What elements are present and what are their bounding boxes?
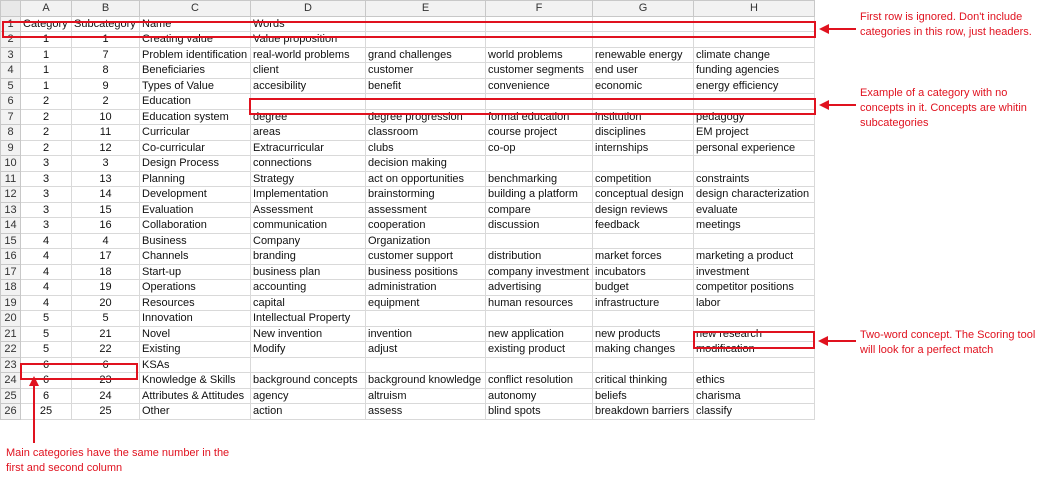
cell-h22[interactable]: modification — [694, 342, 815, 358]
cell-b23[interactable]: 6 — [72, 357, 140, 373]
cell-a3[interactable]: 1 — [21, 47, 72, 63]
table-row — [1, 218, 815, 234]
cell-e24[interactable]: background knowledge — [366, 373, 486, 389]
row-header[interactable]: 21 — [1, 326, 21, 342]
cell-d13[interactable]: Assessment — [251, 202, 366, 218]
cell-e9[interactable]: clubs — [366, 140, 486, 156]
cell-d21[interactable]: New invention — [251, 326, 366, 342]
cell-c21[interactable]: Novel — [140, 326, 251, 342]
column-header-row — [1, 1, 815, 17]
cell-f19[interactable]: human resources — [486, 295, 593, 311]
cell-g26[interactable]: breakdown barriers — [593, 404, 694, 420]
cell-c9[interactable]: Co-curricular — [140, 140, 251, 156]
cell-g1[interactable] — [593, 16, 694, 32]
cell-d19[interactable]: capital — [251, 295, 366, 311]
cell-e17[interactable]: business positions — [366, 264, 486, 280]
cell-h25[interactable]: charisma — [694, 388, 815, 404]
cell-f22[interactable]: existing product — [486, 342, 593, 358]
cell-f11[interactable]: benchmarking — [486, 171, 593, 187]
cell-d6[interactable] — [251, 94, 366, 110]
cell-e22[interactable]: adjust — [366, 342, 486, 358]
cell-g8[interactable]: disciplines — [593, 125, 694, 141]
cell-h17[interactable]: investment — [694, 264, 815, 280]
table-row — [1, 280, 815, 296]
arrow-head-first-row — [819, 24, 829, 34]
row-header[interactable]: 17 — [1, 264, 21, 280]
cell-h9[interactable]: personal experience — [694, 140, 815, 156]
cell-f9[interactable]: co-op — [486, 140, 593, 156]
column-header-h[interactable]: H — [694, 1, 815, 17]
row-header[interactable]: 10 — [1, 156, 21, 172]
cell-e10[interactable]: decision making — [366, 156, 486, 172]
cell-e14[interactable]: cooperation — [366, 218, 486, 234]
cell-c10[interactable]: Design Process — [140, 156, 251, 172]
table-row — [1, 404, 815, 420]
cell-a7[interactable]: 2 — [21, 109, 72, 125]
cell-b24[interactable]: 23 — [72, 373, 140, 389]
table-row — [1, 388, 815, 404]
cell-e15[interactable]: Organization — [366, 233, 486, 249]
cell-g10[interactable] — [593, 156, 694, 172]
cell-c20[interactable]: Innovation — [140, 311, 251, 327]
cell-a25[interactable]: 6 — [21, 388, 72, 404]
cell-f17[interactable]: company investment — [486, 264, 593, 280]
row-header[interactable]: 11 — [1, 171, 21, 187]
cell-f25[interactable]: autonomy — [486, 388, 593, 404]
cell-b6[interactable]: 2 — [72, 94, 140, 110]
row-header[interactable]: 3 — [1, 47, 21, 63]
row-header[interactable]: 14 — [1, 218, 21, 234]
cell-g2[interactable] — [593, 32, 694, 48]
cell-d26[interactable]: action — [251, 404, 366, 420]
cell-e1[interactable] — [366, 16, 486, 32]
column-header-e[interactable]: E — [366, 1, 486, 17]
cell-a26[interactable]: 25 — [21, 404, 72, 420]
table-row — [1, 249, 815, 265]
column-header-b[interactable]: B — [72, 1, 140, 17]
arrow-head-empty-category — [819, 100, 829, 110]
cell-f4[interactable]: customer segments — [486, 63, 593, 79]
cell-e25[interactable]: altruism — [366, 388, 486, 404]
cell-h12[interactable]: design characterization — [694, 187, 815, 203]
cell-c13[interactable]: Evaluation — [140, 202, 251, 218]
cell-a20[interactable]: 5 — [21, 311, 72, 327]
arrow-empty-category — [828, 104, 856, 106]
cell-c5[interactable]: Types of Value — [140, 78, 251, 94]
table-row — [1, 156, 815, 172]
cell-e5[interactable]: benefit — [366, 78, 486, 94]
cell-c26[interactable]: Other — [140, 404, 251, 420]
cell-g23[interactable] — [593, 357, 694, 373]
cell-a8[interactable]: 2 — [21, 125, 72, 141]
cell-b12[interactable]: 14 — [72, 187, 140, 203]
cell-d3[interactable]: real-world problems — [251, 47, 366, 63]
table-row — [1, 311, 815, 327]
cell-h21[interactable]: new research — [694, 326, 815, 342]
cell-h4[interactable]: funding agencies — [694, 63, 815, 79]
arrow-first-row — [828, 28, 856, 30]
cell-a1[interactable]: Category — [21, 16, 72, 32]
cell-a24[interactable]: 6 — [21, 373, 72, 389]
note-two-word: Two-word concept. The Scoring tool will look for a perfect match — [860, 329, 1036, 356]
row-header[interactable]: 9 — [1, 140, 21, 156]
cell-f24[interactable]: conflict resolution — [486, 373, 593, 389]
cell-e16[interactable]: customer support — [366, 249, 486, 265]
arrow-head-main-categories — [29, 376, 39, 386]
cell-d20[interactable]: Intellectual Property — [251, 311, 366, 327]
cell-c6[interactable]: Education — [140, 94, 251, 110]
cell-h19[interactable]: labor — [694, 295, 815, 311]
cell-h2[interactable] — [694, 32, 815, 48]
cell-a15[interactable]: 4 — [21, 233, 72, 249]
note-empty-category: Example of a category with no concepts in it. Concepts are whitin subcategories — [860, 87, 1027, 129]
row-header[interactable]: 24 — [1, 373, 21, 389]
cell-b21[interactable]: 21 — [72, 326, 140, 342]
row-header[interactable]: 13 — [1, 202, 21, 218]
table-row — [1, 47, 815, 63]
cell-g22[interactable]: making changes — [593, 342, 694, 358]
cell-c1[interactable]: Name — [140, 16, 251, 32]
cell-f15[interactable] — [486, 233, 593, 249]
cell-a17[interactable]: 4 — [21, 264, 72, 280]
cell-d17[interactable]: business plan — [251, 264, 366, 280]
cell-e4[interactable]: customer — [366, 63, 486, 79]
cell-c3[interactable]: Problem identification — [140, 47, 251, 63]
table-row — [1, 171, 815, 187]
cell-e23[interactable] — [366, 357, 486, 373]
cell-d11[interactable]: Strategy — [251, 171, 366, 187]
cell-c25[interactable]: Attributes & Attitudes — [140, 388, 251, 404]
row-header[interactable]: 19 — [1, 295, 21, 311]
cell-h11[interactable]: constraints — [694, 171, 815, 187]
cell-d8[interactable]: areas — [251, 125, 366, 141]
row-header[interactable]: 26 — [1, 404, 21, 420]
cell-e13[interactable]: assessment — [366, 202, 486, 218]
cell-e19[interactable]: equipment — [366, 295, 486, 311]
cell-h6[interactable] — [694, 94, 815, 110]
table-row — [1, 32, 815, 48]
cell-f14[interactable]: discussion — [486, 218, 593, 234]
cell-a2[interactable]: 1 — [21, 32, 72, 48]
cell-f23[interactable] — [486, 357, 593, 373]
cell-d14[interactable]: communication — [251, 218, 366, 234]
cell-c17[interactable]: Start-up — [140, 264, 251, 280]
cell-f18[interactable]: advertising — [486, 280, 593, 296]
table-row — [1, 109, 815, 125]
cell-b19[interactable]: 20 — [72, 295, 140, 311]
cell-f5[interactable]: convenience — [486, 78, 593, 94]
cell-g9[interactable]: internships — [593, 140, 694, 156]
cell-f21[interactable]: new application — [486, 326, 593, 342]
cell-g5[interactable]: economic — [593, 78, 694, 94]
cell-c12[interactable]: Development — [140, 187, 251, 203]
cell-e6[interactable] — [366, 94, 486, 110]
cell-b5[interactable]: 9 — [72, 78, 140, 94]
cell-b10[interactable]: 3 — [72, 156, 140, 172]
cell-a9[interactable]: 2 — [21, 140, 72, 156]
cell-g24[interactable]: critical thinking — [593, 373, 694, 389]
cell-f8[interactable]: course project — [486, 125, 593, 141]
cell-d22[interactable]: Modify — [251, 342, 366, 358]
cell-b18[interactable]: 19 — [72, 280, 140, 296]
row-header[interactable]: 16 — [1, 249, 21, 265]
cell-a6[interactable]: 2 — [21, 94, 72, 110]
table-row — [1, 94, 815, 110]
arrow-head-two-word — [818, 336, 828, 346]
cell-d23[interactable] — [251, 357, 366, 373]
cell-a14[interactable]: 3 — [21, 218, 72, 234]
cell-d12[interactable]: Implementation — [251, 187, 366, 203]
cell-a10[interactable]: 3 — [21, 156, 72, 172]
cell-d1[interactable]: Words — [251, 16, 366, 32]
cell-h23[interactable] — [694, 357, 815, 373]
table-row — [1, 264, 815, 280]
cell-c24[interactable]: Knowledge & Skills — [140, 373, 251, 389]
cell-b16[interactable]: 17 — [72, 249, 140, 265]
cell-h10[interactable] — [694, 156, 815, 172]
cell-f26[interactable]: blind spots — [486, 404, 593, 420]
cell-f10[interactable] — [486, 156, 593, 172]
cell-g7[interactable]: institution — [593, 109, 694, 125]
row-header[interactable]: 15 — [1, 233, 21, 249]
cell-f12[interactable]: building a platform — [486, 187, 593, 203]
cell-g16[interactable]: market forces — [593, 249, 694, 265]
cell-d9[interactable]: Extracurricular — [251, 140, 366, 156]
cell-c18[interactable]: Operations — [140, 280, 251, 296]
cell-c19[interactable]: Resources — [140, 295, 251, 311]
cell-h13[interactable]: evaluate — [694, 202, 815, 218]
cell-b1[interactable]: Subcategory — [72, 16, 140, 32]
cell-d10[interactable]: connections — [251, 156, 366, 172]
row-header[interactable]: 8 — [1, 125, 21, 141]
cell-b13[interactable]: 15 — [72, 202, 140, 218]
cell-a21[interactable]: 5 — [21, 326, 72, 342]
cell-h16[interactable]: marketing a product — [694, 249, 815, 265]
row-header[interactable]: 12 — [1, 187, 21, 203]
cell-h14[interactable]: meetings — [694, 218, 815, 234]
cell-g13[interactable]: design reviews — [593, 202, 694, 218]
column-header-g[interactable]: G — [593, 1, 694, 17]
table-row — [1, 16, 815, 32]
cell-b15[interactable]: 4 — [72, 233, 140, 249]
cell-f1[interactable] — [486, 16, 593, 32]
table-row — [1, 295, 815, 311]
row-header[interactable]: 18 — [1, 280, 21, 296]
cell-h15[interactable] — [694, 233, 815, 249]
cell-b25[interactable]: 24 — [72, 388, 140, 404]
cell-b4[interactable]: 8 — [72, 63, 140, 79]
cell-g11[interactable]: competition — [593, 171, 694, 187]
table-row — [1, 357, 815, 373]
cell-g4[interactable]: end user — [593, 63, 694, 79]
arrow-two-word — [828, 340, 856, 342]
cell-c7[interactable]: Education system — [140, 109, 251, 125]
cell-e21[interactable]: invention — [366, 326, 486, 342]
cell-f7[interactable]: formal education — [486, 109, 593, 125]
cell-b17[interactable]: 18 — [72, 264, 140, 280]
cell-c14[interactable]: Collaboration — [140, 218, 251, 234]
row-header[interactable]: 25 — [1, 388, 21, 404]
cell-e11[interactable]: act on opportunities — [366, 171, 486, 187]
row-header[interactable]: 2 — [1, 32, 21, 48]
cell-a19[interactable]: 4 — [21, 295, 72, 311]
cell-b8[interactable]: 11 — [72, 125, 140, 141]
cell-g25[interactable]: beliefs — [593, 388, 694, 404]
cell-h1[interactable] — [694, 16, 815, 32]
cell-f20[interactable] — [486, 311, 593, 327]
cell-f2[interactable] — [486, 32, 593, 48]
cell-c8[interactable]: Curricular — [140, 125, 251, 141]
cell-f13[interactable]: compare — [486, 202, 593, 218]
cell-g15[interactable] — [593, 233, 694, 249]
row-header[interactable]: 5 — [1, 78, 21, 94]
cell-d18[interactable]: accounting — [251, 280, 366, 296]
cell-d16[interactable]: branding — [251, 249, 366, 265]
cell-e7[interactable]: degree progression — [366, 109, 486, 125]
column-header-c[interactable]: C — [140, 1, 251, 17]
table-row — [1, 342, 815, 358]
cell-f6[interactable] — [486, 94, 593, 110]
table-row — [1, 202, 815, 218]
cell-a5[interactable]: 1 — [21, 78, 72, 94]
note-first-row: First row is ignored. Don't include categories in this row, just headers. — [860, 11, 1032, 38]
cell-d25[interactable]: agency — [251, 388, 366, 404]
cell-h5[interactable]: energy efficiency — [694, 78, 815, 94]
cell-c2[interactable]: Creating value — [140, 32, 251, 48]
table-row — [1, 373, 815, 389]
cell-a16[interactable]: 4 — [21, 249, 72, 265]
cell-f3[interactable]: world problems — [486, 47, 593, 63]
cell-c22[interactable]: Existing — [140, 342, 251, 358]
cell-d24[interactable]: background concepts — [251, 373, 366, 389]
cell-g19[interactable]: infrastructure — [593, 295, 694, 311]
cell-b9[interactable]: 12 — [72, 140, 140, 156]
table-row — [1, 63, 815, 79]
cell-d2[interactable]: Value proposition — [251, 32, 366, 48]
cell-e20[interactable] — [366, 311, 486, 327]
row-header[interactable]: 1 — [1, 16, 21, 32]
cell-a13[interactable]: 3 — [21, 202, 72, 218]
cell-h7[interactable]: pedagogy — [694, 109, 815, 125]
cell-a4[interactable]: 1 — [21, 63, 72, 79]
cell-g18[interactable]: budget — [593, 280, 694, 296]
cell-b3[interactable]: 7 — [72, 47, 140, 63]
cell-h20[interactable] — [694, 311, 815, 327]
cell-d7[interactable]: degree — [251, 109, 366, 125]
column-header-a[interactable]: A — [21, 1, 72, 17]
cell-a12[interactable]: 3 — [21, 187, 72, 203]
cell-e26[interactable]: assess — [366, 404, 486, 420]
cell-c23[interactable]: KSAs — [140, 357, 251, 373]
select-all-corner[interactable] — [1, 1, 21, 17]
row-header[interactable]: 20 — [1, 311, 21, 327]
cell-e18[interactable]: administration — [366, 280, 486, 296]
cell-g12[interactable]: conceptual design — [593, 187, 694, 203]
cell-b11[interactable]: 13 — [72, 171, 140, 187]
cell-d5[interactable]: accesibility — [251, 78, 366, 94]
row-header[interactable]: 23 — [1, 357, 21, 373]
cell-b22[interactable]: 22 — [72, 342, 140, 358]
column-header-f[interactable]: F — [486, 1, 593, 17]
cell-b7[interactable]: 10 — [72, 109, 140, 125]
cell-c11[interactable]: Planning — [140, 171, 251, 187]
row-header[interactable]: 6 — [1, 94, 21, 110]
cell-c15[interactable]: Business — [140, 233, 251, 249]
cell-f16[interactable]: distribution — [486, 249, 593, 265]
cell-d15[interactable]: Company — [251, 233, 366, 249]
arrow-main-categories — [33, 385, 35, 443]
table-row — [1, 326, 815, 342]
cell-b2[interactable]: 1 — [72, 32, 140, 48]
note-main-categories: Main categories have the same number in the first and second column — [6, 447, 230, 474]
cell-h18[interactable]: competitor positions — [694, 280, 815, 296]
table-row — [1, 78, 815, 94]
cell-a22[interactable]: 5 — [21, 342, 72, 358]
cell-b14[interactable]: 16 — [72, 218, 140, 234]
row-header[interactable]: 22 — [1, 342, 21, 358]
cell-g17[interactable]: incubators — [593, 264, 694, 280]
table-row — [1, 140, 815, 156]
cell-b20[interactable]: 5 — [72, 311, 140, 327]
cell-e12[interactable]: brainstorming — [366, 187, 486, 203]
row-header[interactable]: 7 — [1, 109, 21, 125]
table-row — [1, 187, 815, 203]
cell-h26[interactable]: classify — [694, 404, 815, 420]
cell-g14[interactable]: feedback — [593, 218, 694, 234]
cell-g3[interactable]: renewable energy — [593, 47, 694, 63]
cell-d4[interactable]: client — [251, 63, 366, 79]
cell-c4[interactable]: Beneficiaries — [140, 63, 251, 79]
column-header-d[interactable]: D — [251, 1, 366, 17]
cell-c16[interactable]: Channels — [140, 249, 251, 265]
cell-h8[interactable]: EM project — [694, 125, 815, 141]
cell-g20[interactable] — [593, 311, 694, 327]
cell-a23[interactable]: 6 — [21, 357, 72, 373]
cell-e3[interactable]: grand challenges — [366, 47, 486, 63]
cell-g6[interactable] — [593, 94, 694, 110]
cell-h3[interactable]: climate change — [694, 47, 815, 63]
table-row — [1, 125, 815, 141]
table-row — [1, 233, 815, 249]
cell-e2[interactable] — [366, 32, 486, 48]
cell-h24[interactable]: ethics — [694, 373, 815, 389]
cell-e8[interactable]: classroom — [366, 125, 486, 141]
cell-a18[interactable]: 4 — [21, 280, 72, 296]
cell-a11[interactable]: 3 — [21, 171, 72, 187]
cell-b26[interactable]: 25 — [72, 404, 140, 420]
row-header[interactable]: 4 — [1, 63, 21, 79]
cell-g21[interactable]: new products — [593, 326, 694, 342]
